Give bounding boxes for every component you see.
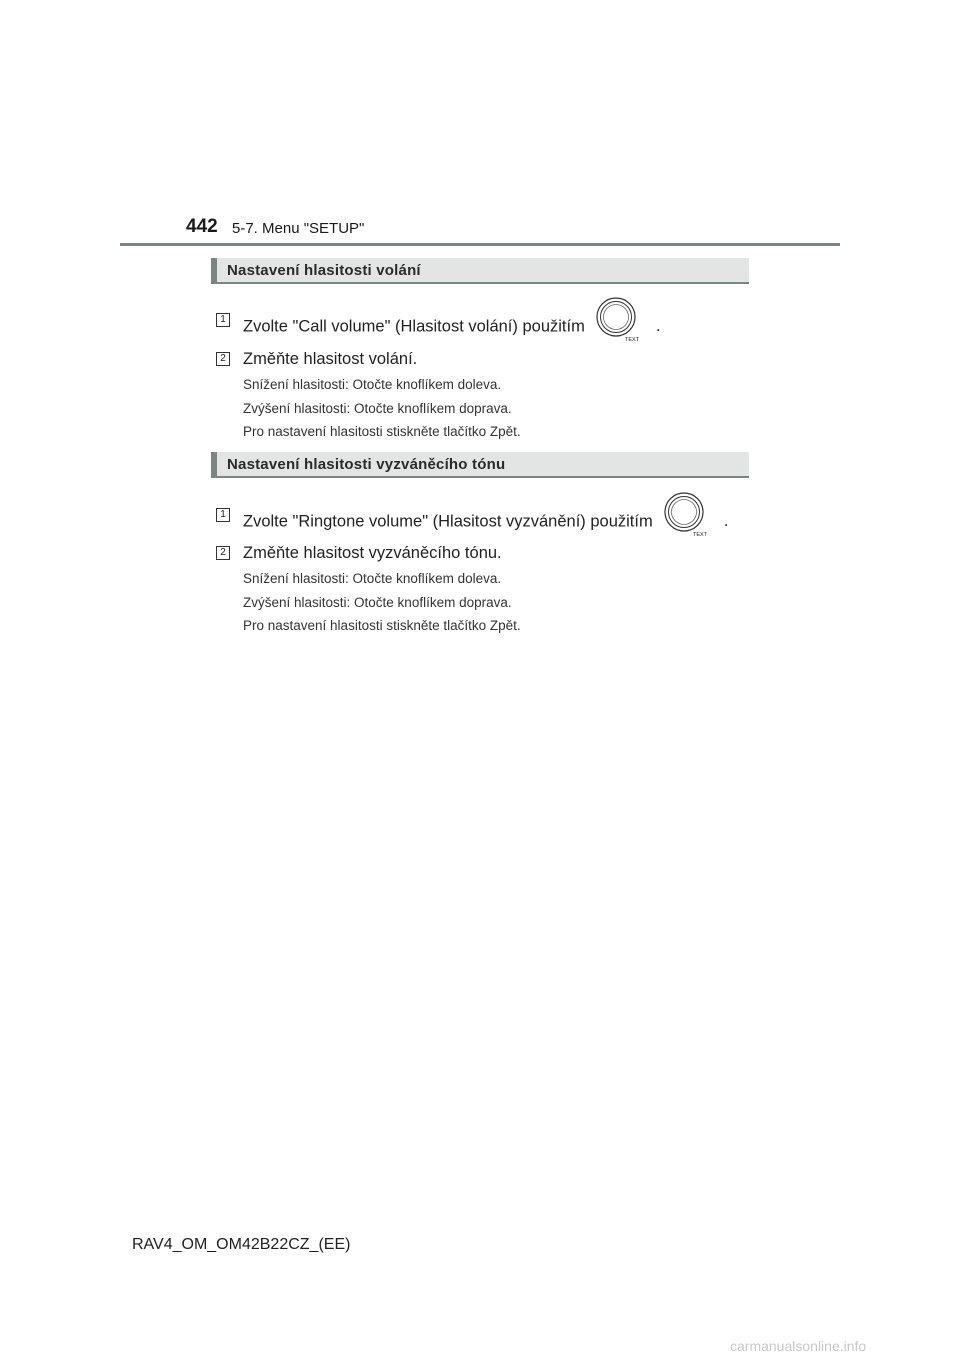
section-title: Nastavení hlasitosti vyzváněcího tónu xyxy=(227,456,506,473)
step-number-badge: 1 xyxy=(216,313,230,327)
note-line: Pro nastavení hlasitosti stiskněte tlačítko Zpět. xyxy=(243,424,521,439)
step-number-badge: 2 xyxy=(216,546,230,560)
section-heading-ringtone-volume xyxy=(211,452,749,478)
step-text-after: . xyxy=(723,512,729,531)
section-title: Nastavení hlasitosti volání xyxy=(227,262,421,279)
note-line: Zvýšení hlasitosti: Otočte knoflíkem doprava. xyxy=(243,401,512,416)
tune-knob-icon xyxy=(663,492,709,538)
step-number-badge: 1 xyxy=(216,508,230,522)
step-instruction xyxy=(243,506,729,538)
page-number: 442 xyxy=(186,216,218,237)
section-heading-call-volume xyxy=(211,258,749,284)
chapter-title: 5-7. Menu "SETUP" xyxy=(232,220,365,237)
step-text-before: Zvolte "Ringtone volume" (Hlasitost vyzvánění) použitím xyxy=(243,512,653,531)
header-divider xyxy=(120,243,840,246)
step-instruction: Změňte hlasitost vyzváněcího tónu. xyxy=(243,544,502,562)
step-instruction: Změňte hlasitost volání. xyxy=(243,350,418,368)
step-number-badge: 2 xyxy=(216,352,230,366)
step-text-before: Zvolte "Call volume" (Hlasitost volání) použitím xyxy=(243,317,585,336)
knob-label: TEXT xyxy=(625,337,640,343)
document-code: RAV4_OM_OM42B22CZ_(EE) xyxy=(132,1236,351,1253)
watermark: carmanualsonline.info xyxy=(730,1338,867,1354)
step-instruction xyxy=(243,311,661,343)
note-line: Zvýšení hlasitosti: Otočte knoflíkem doprava. xyxy=(243,595,512,610)
step-text-after: . xyxy=(656,317,661,336)
note-line: Snížení hlasitosti: Otočte knoflíkem doleva. xyxy=(243,377,502,392)
knob-label: TEXT xyxy=(693,532,708,538)
tune-knob-icon xyxy=(595,297,641,343)
note-line: Pro nastavení hlasitosti stiskněte tlačítko Zpět. xyxy=(243,618,521,633)
note-line: Snížení hlasitosti: Otočte knoflíkem doleva. xyxy=(243,571,502,586)
